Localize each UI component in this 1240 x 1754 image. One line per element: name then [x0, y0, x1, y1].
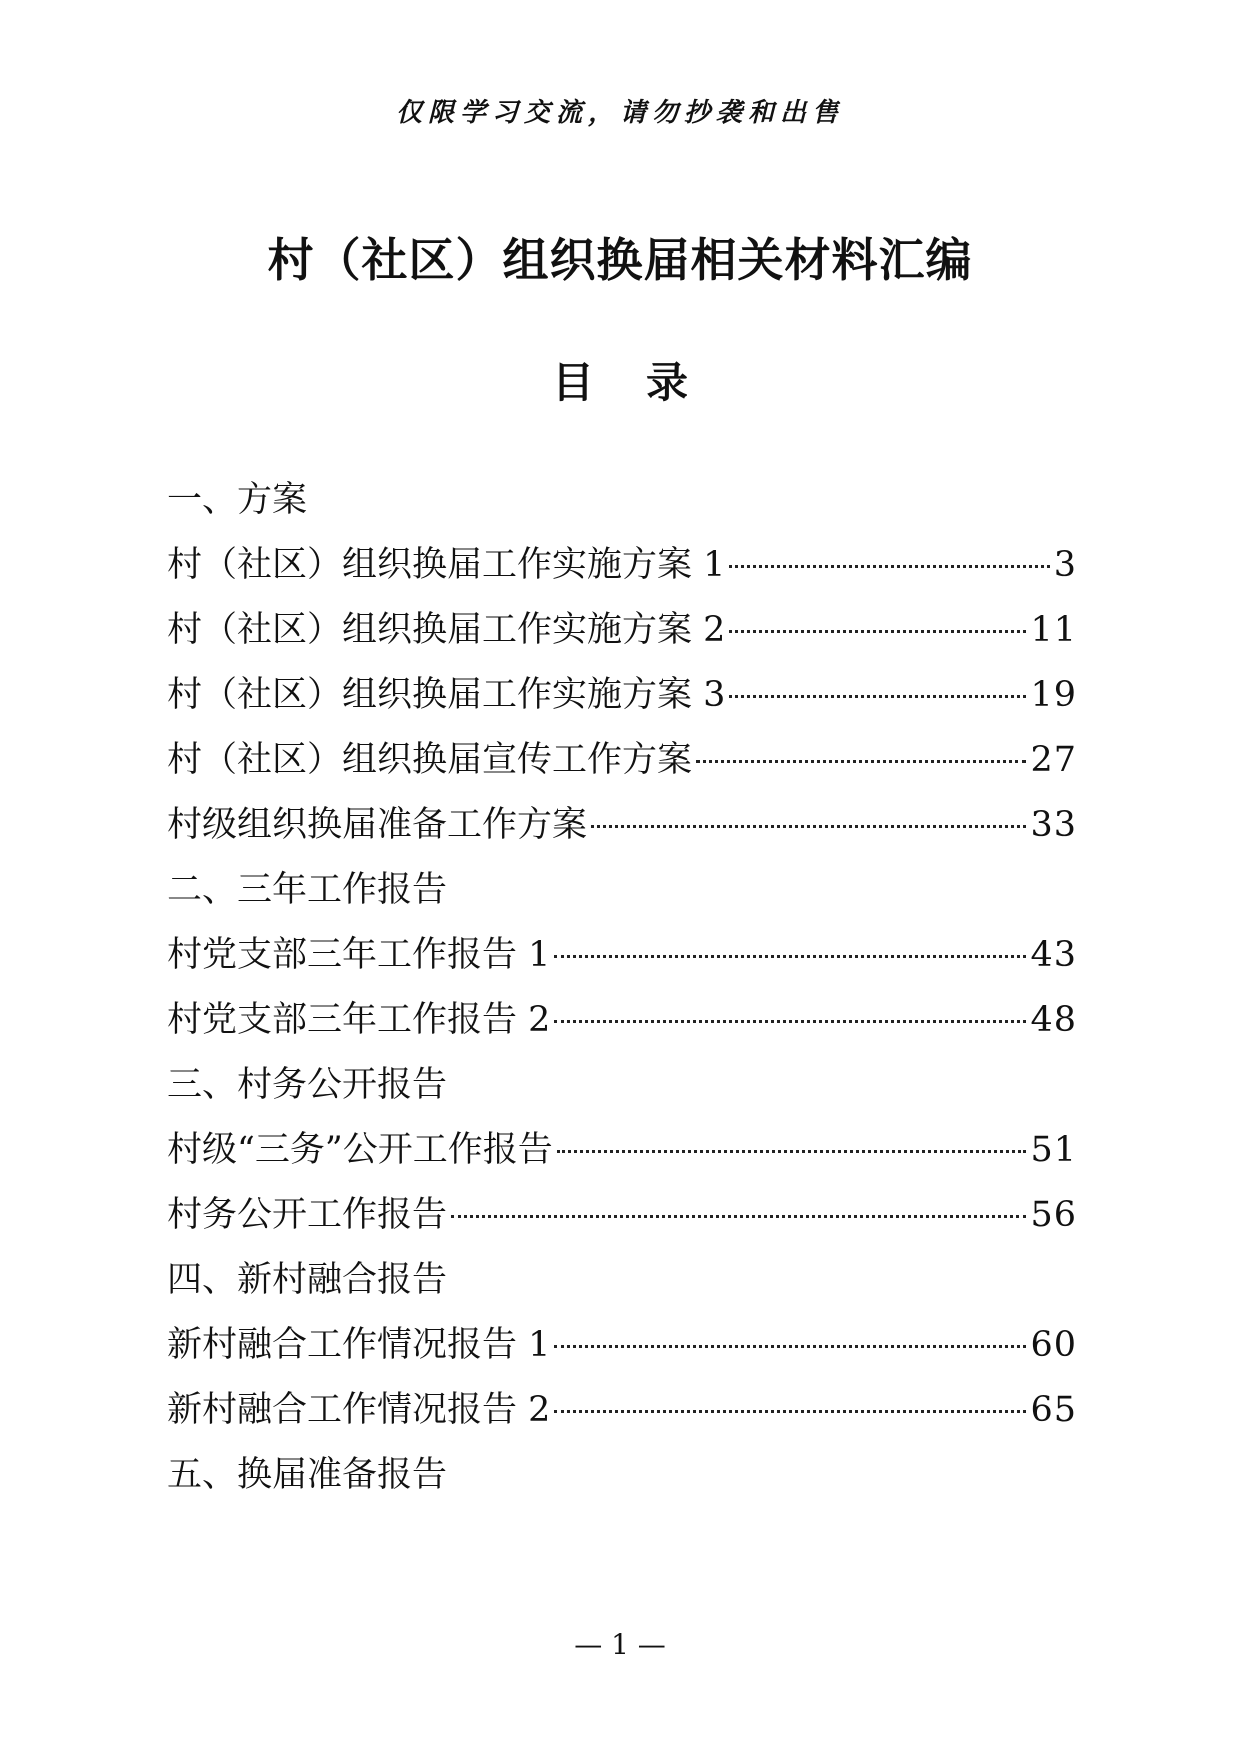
toc-entry[interactable]	[167, 598, 1077, 663]
toc-entry[interactable]	[167, 1183, 1077, 1248]
table-of-contents	[167, 468, 1077, 1508]
toc-entry-label: 村务公开工作报告	[167, 1195, 448, 1235]
toc-entry-label: 村（社区）组织换届工作实施方案 1	[167, 545, 726, 585]
toc-page-number: 51	[1030, 1130, 1077, 1170]
toc-section-heading	[167, 1443, 1077, 1508]
toc-section-label: 三、村务公开报告	[167, 1065, 448, 1105]
toc-section-heading	[167, 1053, 1077, 1118]
toc-page-number: 60	[1030, 1325, 1077, 1365]
toc-dot-leader	[729, 565, 1049, 568]
toc-entry[interactable]	[167, 988, 1077, 1053]
toc-page-number: 33	[1030, 805, 1077, 845]
toc-entry-label: 村级组织换届准备工作方案	[167, 805, 588, 845]
toc-page-number: 56	[1030, 1195, 1077, 1235]
toc-page-number: 11	[1030, 610, 1077, 650]
toc-entry-label: 村党支部三年工作报告 2	[167, 1000, 551, 1040]
toc-section-heading	[167, 1248, 1077, 1313]
toc-dot-leader	[451, 1215, 1026, 1218]
toc-entry[interactable]	[167, 1313, 1077, 1378]
toc-dot-leader	[554, 1020, 1026, 1023]
toc-entry-label: 村党支部三年工作报告 1	[167, 935, 551, 975]
toc-heading	[0, 350, 1240, 410]
toc-page-number: 19	[1030, 675, 1077, 715]
toc-page-number: 65	[1030, 1390, 1077, 1430]
toc-dot-leader	[729, 695, 1026, 698]
toc-entry[interactable]	[167, 923, 1077, 988]
toc-section-heading	[167, 468, 1077, 533]
toc-entry[interactable]	[167, 1118, 1077, 1183]
toc-section-label: 二、三年工作报告	[167, 870, 448, 910]
toc-entry-label: 村级“三务”公开工作报告	[167, 1130, 553, 1170]
toc-section-label: 四、新村融合报告	[167, 1260, 448, 1300]
toc-entry[interactable]	[167, 728, 1077, 793]
toc-page-number: 27	[1030, 740, 1077, 780]
toc-entry[interactable]	[167, 793, 1077, 858]
toc-entry[interactable]	[167, 533, 1077, 598]
toc-entry-label: 村（社区）组织换届宣传工作方案	[167, 740, 693, 780]
toc-entry-label: 新村融合工作情况报告 2	[167, 1390, 551, 1430]
toc-section-label: 五、换届准备报告	[167, 1455, 448, 1495]
toc-entry-label: 村（社区）组织换届工作实施方案 2	[167, 610, 726, 650]
header-note: 仅限学习交流，请勿抄袭和出售	[395, 98, 844, 128]
document-title: 村（社区）组织换届相关材料汇编	[267, 233, 973, 287]
toc-section-label: 一、方案	[167, 480, 308, 520]
toc-section-heading	[167, 858, 1077, 923]
toc-dot-leader	[554, 955, 1026, 958]
toc-dot-leader	[554, 1410, 1026, 1413]
toc-page-number: 3	[1053, 545, 1077, 585]
toc-dot-leader	[696, 760, 1026, 763]
toc-page-number: 43	[1030, 935, 1077, 975]
toc-dot-leader	[729, 630, 1026, 633]
toc-entry[interactable]	[167, 1378, 1077, 1443]
toc-heading-right: 录	[646, 358, 689, 407]
page-number: — 1 —	[574, 1628, 666, 1661]
toc-dot-leader	[591, 825, 1026, 828]
toc-entry[interactable]	[167, 663, 1077, 728]
toc-dot-leader	[554, 1345, 1026, 1348]
toc-entry-label: 村（社区）组织换届工作实施方案 3	[167, 675, 726, 715]
toc-heading-left: 目	[551, 358, 594, 407]
toc-dot-leader	[557, 1150, 1027, 1153]
toc-entry-label: 新村融合工作情况报告 1	[167, 1325, 551, 1365]
toc-page-number: 48	[1030, 1000, 1077, 1040]
